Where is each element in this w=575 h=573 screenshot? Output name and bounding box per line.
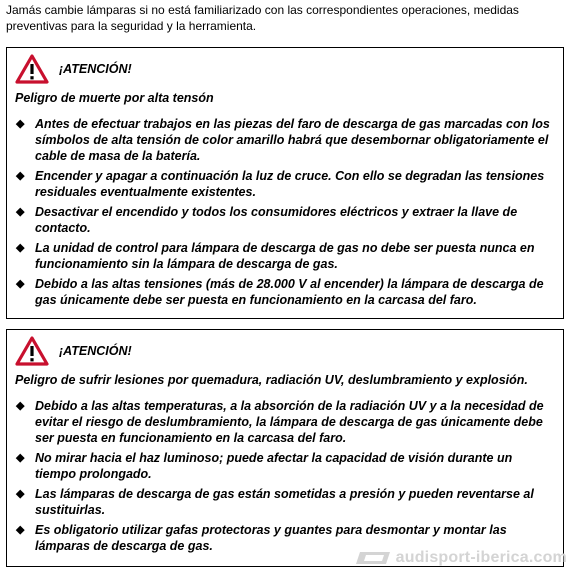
warning-box-high-voltage bbox=[6, 47, 564, 319]
warning-item-text: Las lámparas de descarga de gas están sometidas a presión y pueden reventarse al sustituirlas. bbox=[35, 487, 534, 517]
warning-list bbox=[15, 116, 555, 308]
warning-triangle-icon bbox=[15, 54, 49, 84]
warning-item bbox=[15, 450, 555, 482]
warning-title: ¡ATENCIÓN! bbox=[59, 344, 132, 358]
bullet-diamond-icon: ◆ bbox=[16, 118, 25, 130]
bullet-diamond-icon: ◆ bbox=[16, 206, 25, 218]
warning-item-text: Antes de efectuar trabajos en las piezas del faro de descarga de gas marcadas con los símbolos de alta tensión de color amarillo habrá que desembornar obligatoriamente el cable de masa de la batería. bbox=[35, 117, 550, 163]
warning-item bbox=[15, 276, 555, 308]
warning-title: ¡ATENCIÓN! bbox=[59, 62, 132, 76]
watermark-logo-icon bbox=[354, 550, 392, 566]
bullet-diamond-icon: ◆ bbox=[16, 524, 25, 536]
warning-item-text: No mirar hacia el haz luminoso; puede afectar la capacidad de visión durante un tiempo prolongado. bbox=[35, 451, 513, 481]
warning-item-text: La unidad de control para lámpara de descarga de gas no debe ser puesta nunca en funcionamiento sin la lámpara de descarga de gas. bbox=[35, 241, 535, 271]
warning-item-text: Es obligatorio utilizar gafas protectoras y guantes para desmontar y montar las lámparas de descarga de gas. bbox=[35, 523, 507, 553]
warning-item bbox=[15, 168, 555, 200]
warning-item bbox=[15, 398, 555, 446]
warning-item-text: Desactivar el encendido y todos los consumidores eléctricos y extraer la llave de contacto. bbox=[35, 205, 518, 235]
warning-item-text: Debido a las altas temperaturas, a la absorción de la radiación UV y a la necesidad de evitar el riesgo de deslumbramiento, la lámpara de descarga de gas únicamente debe ser puesta en funcionamiento en la carcasa del faro. bbox=[35, 399, 544, 445]
warning-item bbox=[15, 204, 555, 236]
warning-item-text: Debido a las altas tensiones (más de 28.000 V al encender) la lámpara de descarga de gas únicamente debe ser puesta en funcionamiento en la carcasa del faro. bbox=[35, 277, 544, 307]
watermark bbox=[354, 549, 567, 567]
watermark-text: audisport-iberica.com bbox=[395, 549, 567, 566]
bullet-diamond-icon: ◆ bbox=[16, 488, 25, 500]
warning-item bbox=[15, 116, 555, 164]
warning-box-burn-uv bbox=[6, 329, 564, 567]
warning-subtitle: Peligro de sufrir lesiones por quemadura, radiación UV, deslumbramiento y explosión. bbox=[15, 373, 528, 387]
bullet-diamond-icon: ◆ bbox=[16, 242, 25, 254]
warning-header bbox=[15, 336, 555, 366]
bullet-diamond-icon: ◆ bbox=[16, 452, 25, 464]
bullet-diamond-icon: ◆ bbox=[16, 170, 25, 182]
warning-item-text: Encender y apagar a continuación la luz de cruce. Con ello se degradan las tensiones residuales eventualmente existentes. bbox=[35, 169, 545, 199]
intro-text: Jamás cambie lámparas si no está familiarizado con las correspondientes operaciones, medidas preventivas para la seguridad y la herramienta. bbox=[6, 3, 519, 33]
warning-item bbox=[15, 240, 555, 272]
bullet-diamond-icon: ◆ bbox=[16, 400, 25, 412]
warning-subtitle: Peligro de muerte por alta tensón bbox=[15, 91, 214, 105]
warning-triangle-icon bbox=[15, 336, 49, 366]
warning-item bbox=[15, 486, 555, 518]
warning-header bbox=[15, 54, 555, 84]
bullet-diamond-icon: ◆ bbox=[16, 278, 25, 290]
warning-list bbox=[15, 398, 555, 554]
